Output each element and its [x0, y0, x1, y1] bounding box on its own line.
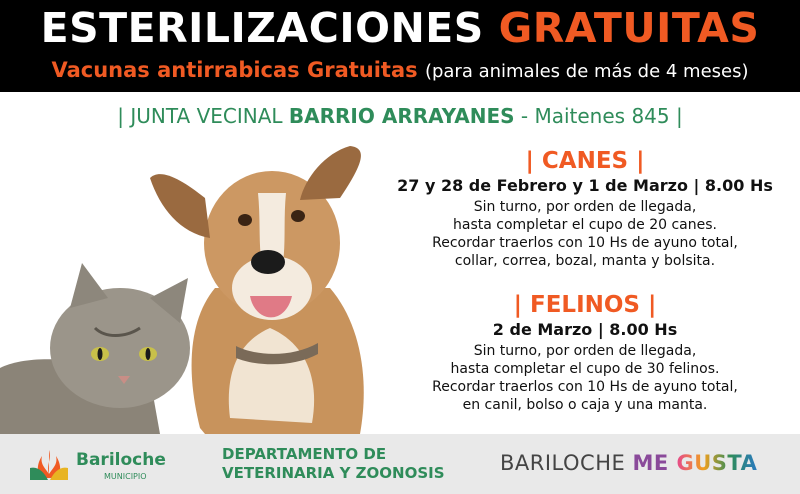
canes-line: hasta completar el cupo de 20 canes.	[453, 217, 717, 233]
subtitle	[0, 58, 800, 82]
footer-bar	[0, 434, 800, 494]
felinos-line: en canil, bolso o caja y una manta.	[462, 397, 708, 413]
cat-image	[0, 263, 190, 434]
slogan-word-1: BARILOCHE	[500, 451, 626, 475]
municipio-logo	[26, 446, 186, 486]
flame-logo-icon	[26, 448, 72, 484]
logo-sub: MUNICIPIO	[104, 472, 147, 481]
pets-illustration	[0, 138, 430, 434]
department-name	[222, 445, 445, 483]
location-prefix: | JUNTA VECINAL	[117, 104, 283, 128]
header-banner	[0, 0, 800, 92]
slogan-word-2: ME	[632, 451, 669, 475]
subtitle-note: (para animales de más de 4 meses)	[424, 61, 749, 82]
canes-line: Sin turno, por orden de llegada,	[473, 199, 697, 215]
felinos-line: Sin turno, por orden de llegada,	[473, 343, 697, 359]
felinos-date: 2 de Marzo | 8.00 Hs	[492, 320, 678, 339]
slogan-word-3: GUSTA	[676, 451, 758, 475]
slogan	[500, 451, 757, 475]
location-name: BARRIO ARRAYANES	[288, 104, 515, 128]
subtitle-text: Vacunas antirrabicas Gratuitas	[51, 58, 418, 82]
felinos-section	[380, 292, 790, 414]
canes-section	[380, 148, 790, 270]
logo-name: Bariloche	[76, 450, 166, 470]
felinos-line: hasta completar el cupo de 30 felinos.	[450, 361, 720, 377]
canes-date: 27 y 28 de Febrero y 1 de Marzo | 8.00 Hs	[397, 176, 773, 195]
dept-line-1: DEPARTAMENTO DE	[222, 445, 387, 463]
felinos-title: | FELINOS |	[513, 292, 657, 318]
dept-line-2: VETERINARIA Y ZOONOSIS	[222, 464, 445, 482]
title-accent: GRATUITAS	[498, 4, 760, 52]
canes-line: Recordar traerlos con 10 Hs de ayuno total,	[432, 235, 738, 251]
canes-title: | CANES |	[525, 148, 645, 174]
felinos-line: Recordar traerlos con 10 Hs de ayuno total,	[432, 379, 738, 395]
location-suffix: - Maitenes 845 |	[520, 104, 683, 128]
title-white: ESTERILIZACIONES	[40, 4, 484, 52]
main-title	[0, 4, 800, 52]
location-line	[0, 104, 800, 128]
canes-line: collar, correa, bozal, manta y bolsita.	[454, 253, 716, 269]
